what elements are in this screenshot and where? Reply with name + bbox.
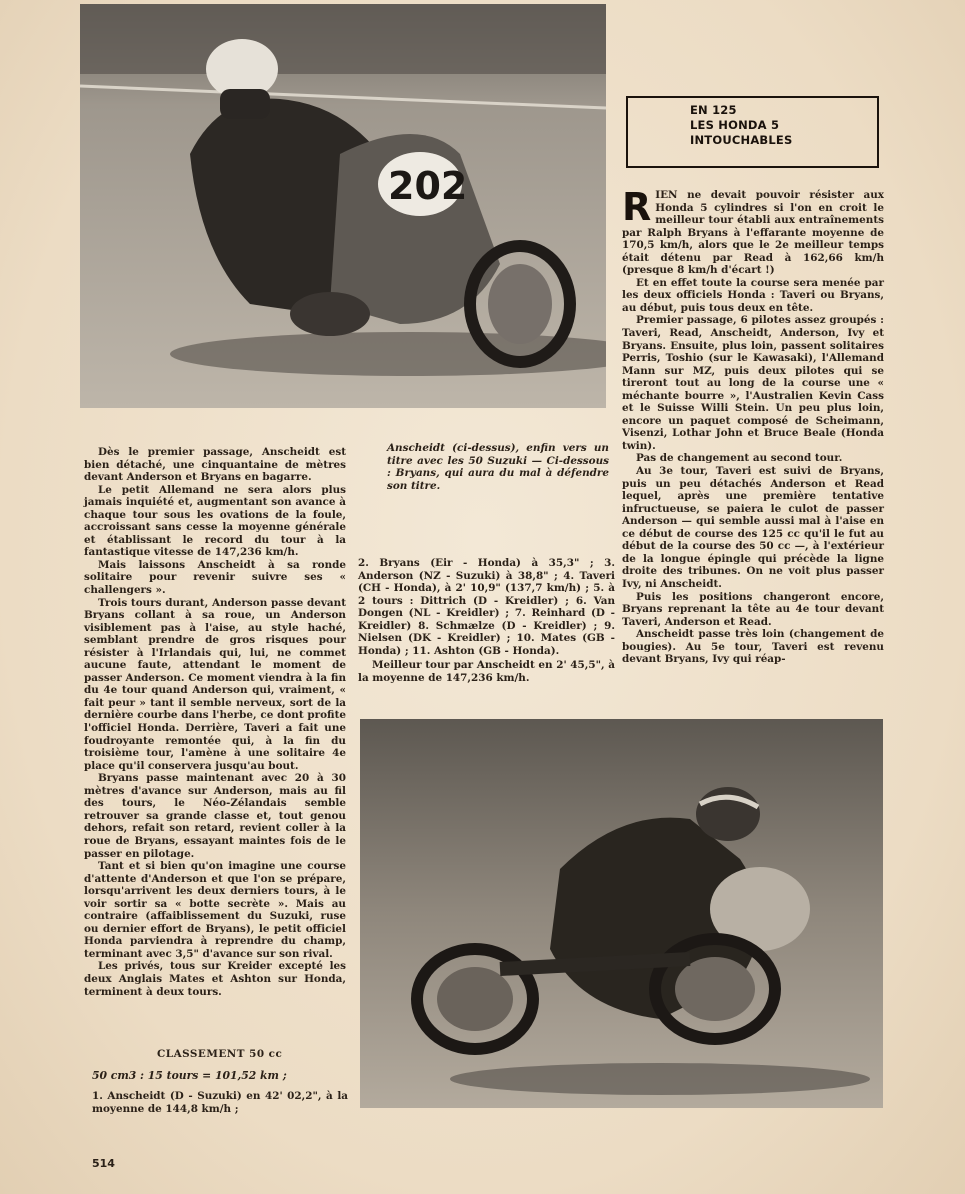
photo-rider-202-image [80, 4, 606, 408]
article-column-left [84, 446, 346, 998]
paragraph: Au 3e tour, Taveri est suivi de Bryans, puis un peu détachés Anderson et Read lequel, après une première tentative infructueuse, se paiera le culot de passer Anderson — qui semble aussi mal à l'aise en ce début de course des 125 cc qu'il le fut au début de la course des 50 cc —, à l'extérieur de la longue épingle qui précède la ligne droite des tribunes. On ne voit plus passer Ivy, ni Anscheidt. [622, 465, 884, 590]
title-line-3: INTOUCHABLES [690, 133, 793, 147]
paragraph: Le petit Allemand ne sera alors plus jamais inquiété et, augmentant son avance à chaque tour sous les ovations de la foule, accroissant sans cesse la moyenne générale et établissant le record du tour à la fantastique vitesse de 147,236 km/h. [84, 483, 346, 559]
paragraph: Et en effet toute la course sera menée par les deux officiels Honda : Taveri ou Bryans, au début, puis tous deux en tête. [622, 276, 884, 314]
paragraph: Puis les positions changeront encore, Bryans reprenant la tête au 4e tour devant Taveri, Anderson et Read. [622, 590, 884, 628]
paragraph: Tant et si bien qu'on imagine une course d'attente d'Anderson et que l'on se prépare, lorsqu'arrivent les deux derniers tours, à le voir sortir sa « botte secrète ». Mais au contraire (affaiblissement du Suzuki, ruse ou dernier effort de Bryans), le petit officiel Honda parviendra à reprendre du champ, terminant avec 3,5" d'avance sur son rival. [84, 860, 346, 960]
photo-rider-bryans [360, 719, 883, 1108]
article-column-right [622, 185, 884, 666]
paragraph: Trois tours durant, Anderson passe devant Bryans collant à sa roue, un Anderson visiblement pas à l'aise, au style haché, semblant prendre de gros risques pour résister à l'Irlandais qui, lui, ne commet aucune faute, attendant le moment de passer Anderson. Ce moment viendra à la fin du 4e tour quand Anderson qui, vraiment, « fait peur » tant il semble nerveux, sort de la dernière courbe dans l'herbe, ce dont profite l'officiel Honda. Derrière, Taveri a fait une foudroyante remontée qui, à la fin du troisième tour, l'amène à une solitaire 4e place qu'il conservera jusqu'au bout. [84, 596, 346, 772]
title-line-1: EN 125 [690, 103, 737, 117]
intro-paragraph [622, 185, 884, 277]
paragraph: Mais laissons Anscheidt à sa ronde solitaire pour revenir suivre ses « challengers ». [84, 558, 346, 597]
best-lap: Meilleur tour par Anscheidt en 2' 45,5", à la moyenne de 147,236 km/h. [358, 659, 615, 684]
page-number: 514 [92, 1157, 115, 1170]
paragraph: Les privés, tous sur Kreider excepté les deux Anglais Mates et Ashton sur Honda, terminent à deux tours. [84, 960, 346, 998]
paragraph: Premier passage, 6 pilotes assez groupés : Taveri, Read, Anscheidt, Anderson, Ivy et Bryans. Ensuite, plus loin, passent solitaires Perris, Toshio (sur le Kawasaki), l'Allemand Mann sur MZ, puis deux pilotes qui se tireront tout au long de la course une « méchante bourre », l'Australien Kevin Cass et le Suisse Willi Stein. Un peu plus loin, encore un paquet composé de Scheimann, Visenzi, Lothar John et Bruce Beale (Honda twin). [622, 314, 884, 452]
paragraph: Anscheidt passe très loin (changement de bougies). Au 5e tour, Taveri est revenu devant Bryans, Ivy qui réap- [622, 628, 884, 666]
paragraph: Dès le premier passage, Anscheidt est bien détaché, une cinquantaine de mètres devant Anderson et Bryans en bagarre. [84, 446, 346, 484]
paragraph: Bryans passe maintenant avec 20 à 30 mètres d'avance sur Anderson, mais au fil des tours, le Néo-Zélandais semble retrouver sa grande classe et, tout genou dehors, refait son retard, revient coller à la roue de Bryans, essayant maintes fois de le passer en pilotage. [84, 772, 346, 860]
results-first-place: 1. Anscheidt (D - Suzuki) en 42' 02,2", à la moyenne de 144,8 km/h ; [92, 1090, 348, 1115]
results-subheading: 50 cm3 : 15 tours = 101,52 km ; [92, 1069, 287, 1082]
race-number-202: 202 [388, 164, 468, 208]
photo-rider-bryans-image [360, 719, 883, 1108]
results-heading: CLASSEMENT 50 cc [157, 1048, 283, 1060]
article-title-box [626, 96, 879, 168]
photo-caption: Anscheidt (ci-dessus), enfin vers un titre avec les 50 Suzuki — Ci-dessous : Bryans, qui aura du mal à défendre son titre. [387, 442, 609, 492]
results-list: 2. Bryans (Eir - Honda) à 35,3" ; 3. Anderson (NZ - Suzuki) à 38,8" ; 4. Taveri (CH - Honda), à 2' 10,9" (137,7 km/h) ; 5. à 2 tours : Dittrich (D - Kreidler) ; 6. Van Dongen (NL - Kreidler) ; 7. Reinhard (D - Kreidler) 8. Schmælze (D - Kreidler) ; 9. Nielsen (DK - Kreidler) ; 10. Mates (GB - Honda) ; 11. Ashton (GB - Honda). [358, 557, 615, 657]
photo-rider-202 [80, 4, 606, 408]
intro-text: IEN ne devait pouvoir résister aux Honda 5 cylindres si l'on en croit le meilleur tour établi aux entraînements par Ralph Bryans à l'effarante moyenne de 170,5 km/h, alors que le 2e meilleur temps était détenu par Read à 162,66 km/h (presque 8 km/h d'écart !) [622, 189, 884, 277]
drop-cap: R [622, 185, 652, 229]
title-line-2: LES HONDA 5 [690, 118, 780, 132]
paragraph: Pas de changement au second tour. [636, 452, 843, 465]
results-continued [358, 557, 615, 684]
